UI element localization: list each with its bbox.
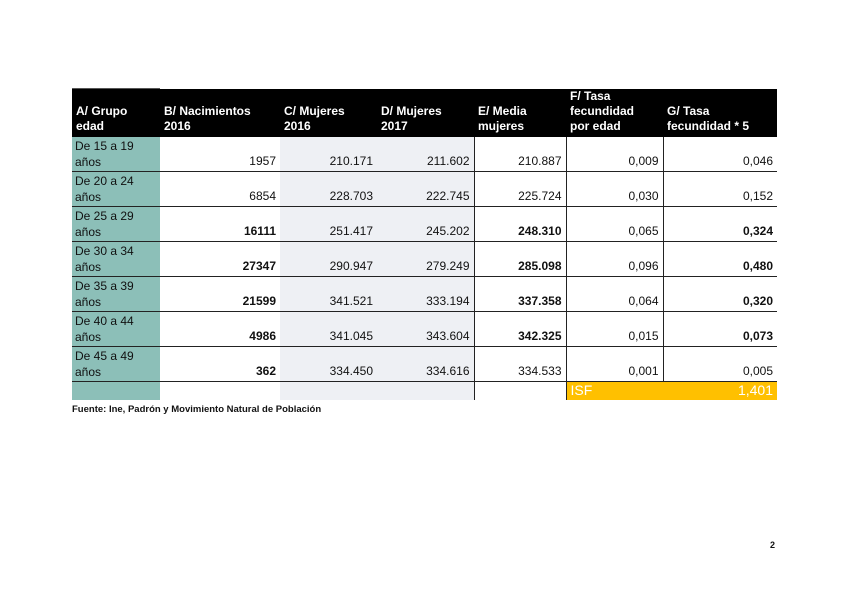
table-row [72, 312, 777, 347]
births-cell: 21599 [160, 277, 280, 312]
women-2016-cell: 251.417 [280, 207, 377, 242]
age-group-cell: De 25 a 29 años [72, 207, 160, 242]
header-row [72, 89, 777, 137]
blank-cell [160, 382, 280, 400]
mean-women-cell: 248.310 [474, 207, 566, 242]
table-row [72, 207, 777, 242]
fertility-rate-cell: 0,015 [566, 312, 663, 347]
fertility-rate-x5-cell: 0,073 [663, 312, 777, 347]
fertility-rate-x5-cell: 0,046 [663, 137, 777, 172]
births-cell: 6854 [160, 172, 280, 207]
blank-cell [280, 382, 377, 400]
table-row [72, 172, 777, 207]
mean-women-cell: 225.724 [474, 172, 566, 207]
header-e: E/ Media mujeres [474, 89, 566, 137]
women-2017-cell: 211.602 [377, 137, 474, 172]
table-row [72, 242, 777, 277]
mean-women-cell: 285.098 [474, 242, 566, 277]
age-group-cell: De 30 a 34 años [72, 242, 160, 277]
blank-cell [474, 382, 566, 400]
women-2017-cell: 334.616 [377, 347, 474, 382]
fertility-rate-cell: 0,064 [566, 277, 663, 312]
women-2017-cell: 279.249 [377, 242, 474, 277]
women-2016-cell: 334.450 [280, 347, 377, 382]
fertility-rate-x5-cell: 0,152 [663, 172, 777, 207]
blank-cell [377, 382, 474, 400]
source-note: Fuente: Ine, Padrón y Movimiento Natural de Población [72, 404, 322, 415]
fertility-rate-x5-cell: 0,005 [663, 347, 777, 382]
fertility-table [72, 89, 777, 400]
isf-label: ISF [566, 382, 663, 400]
mean-women-cell: 210.887 [474, 137, 566, 172]
women-2017-cell: 222.745 [377, 172, 474, 207]
women-2017-cell: 333.194 [377, 277, 474, 312]
mean-women-cell: 337.358 [474, 277, 566, 312]
births-cell: 16111 [160, 207, 280, 242]
fertility-rate-cell: 0,009 [566, 137, 663, 172]
women-2016-cell: 341.045 [280, 312, 377, 347]
age-group-cell: De 35 a 39 años [72, 277, 160, 312]
age-group-cell: De 45 a 49 años [72, 347, 160, 382]
page-number: 2 [770, 540, 776, 550]
header-g: G/ Tasa fecundidad * 5 [663, 89, 777, 137]
age-group-cell: De 20 a 24 años [72, 172, 160, 207]
women-2016-cell: 341.521 [280, 277, 377, 312]
table-row [72, 277, 777, 312]
women-2016-cell: 290.947 [280, 242, 377, 277]
table-row [72, 347, 777, 382]
isf-row [72, 382, 777, 400]
fertility-rate-cell: 0,001 [566, 347, 663, 382]
women-2017-cell: 343.604 [377, 312, 474, 347]
mean-women-cell: 334.533 [474, 347, 566, 382]
age-group-cell: De 40 a 44 años [72, 312, 160, 347]
header-a: A/ Grupo edad [72, 89, 160, 137]
fertility-rate-cell: 0,096 [566, 242, 663, 277]
fertility-rate-cell: 0,065 [566, 207, 663, 242]
isf-value: 1,401 [663, 382, 777, 400]
fertility-rate-x5-cell: 0,480 [663, 242, 777, 277]
mean-women-cell: 342.325 [474, 312, 566, 347]
births-cell: 362 [160, 347, 280, 382]
fertility-rate-x5-cell: 0,320 [663, 277, 777, 312]
age-group-blank [72, 382, 160, 400]
births-cell: 27347 [160, 242, 280, 277]
header-d: D/ Mujeres 2017 [377, 89, 474, 137]
header-b: B/ Nacimientos 2016 [160, 89, 280, 137]
header-f: F/ Tasa fecundidad por edad [566, 89, 663, 137]
women-2016-cell: 228.703 [280, 172, 377, 207]
fertility-rate-x5-cell: 0,324 [663, 207, 777, 242]
fertility-rate-cell: 0,030 [566, 172, 663, 207]
women-2016-cell: 210.171 [280, 137, 377, 172]
births-cell: 4986 [160, 312, 280, 347]
header-c: C/ Mujeres 2016 [280, 89, 377, 137]
women-2017-cell: 245.202 [377, 207, 474, 242]
table-row [72, 137, 777, 172]
age-group-cell: De 15 a 19 años [72, 137, 160, 172]
births-cell: 1957 [160, 137, 280, 172]
